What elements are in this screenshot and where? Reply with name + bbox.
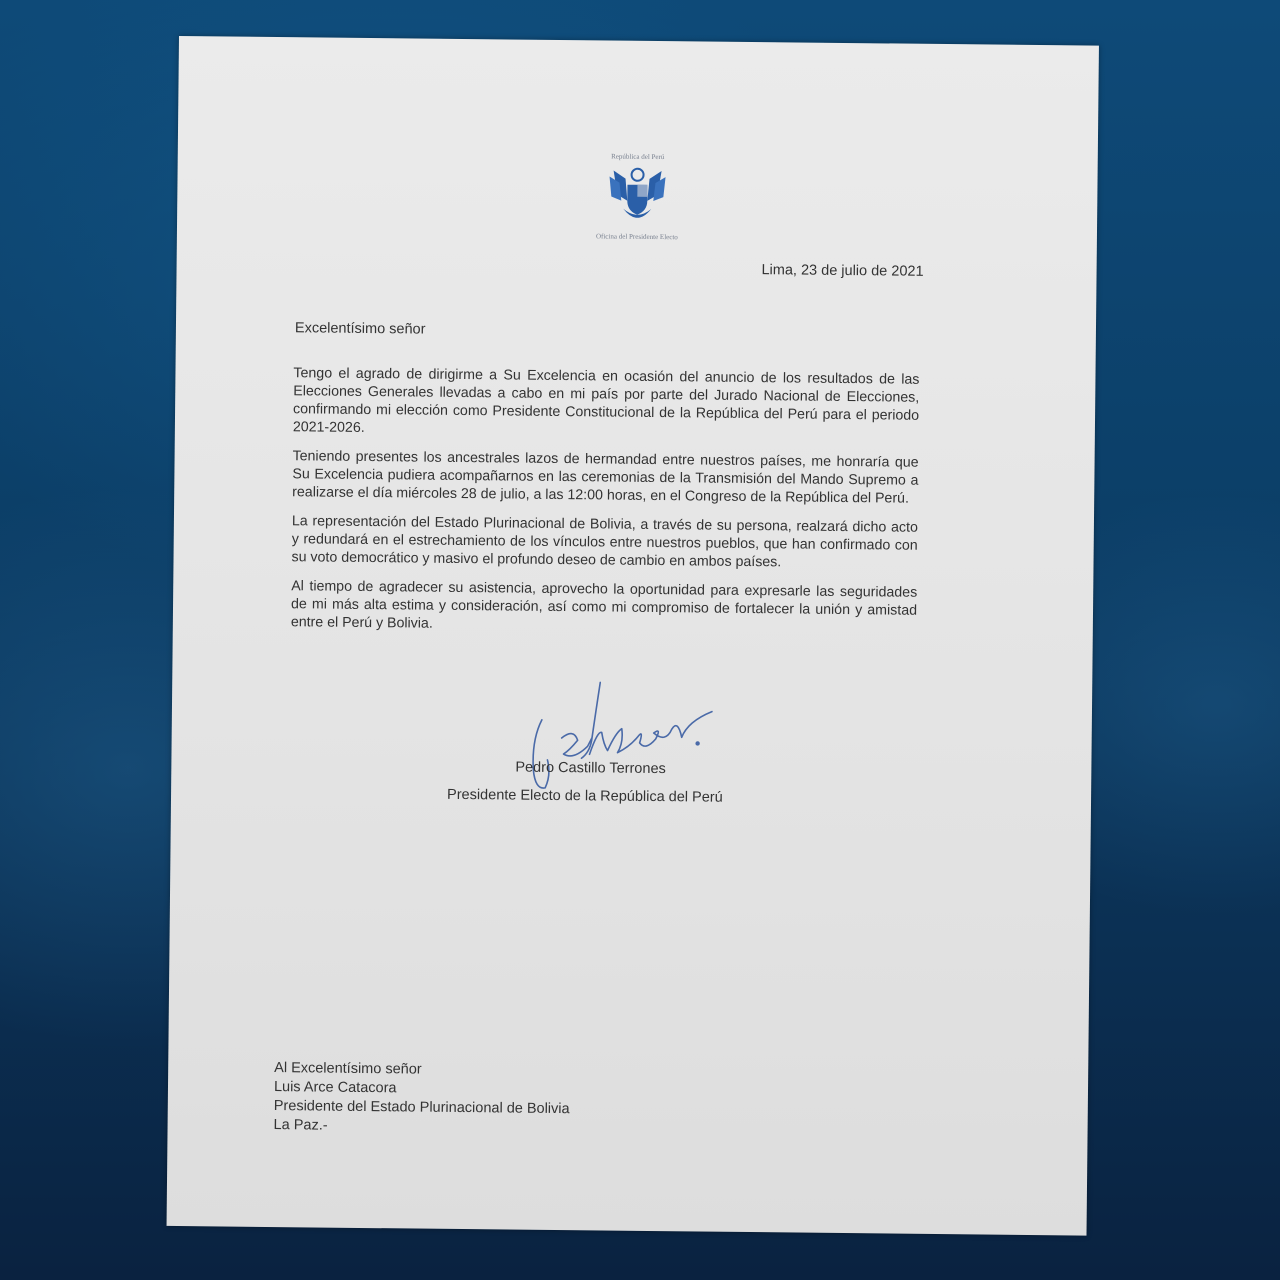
letterhead-office: Oficina del Presidente Electo [595,232,678,242]
letterhead-country: República del Perú [611,152,665,162]
letter-date: Lima, 23 de julio de 2021 [761,262,924,280]
paragraph: Al tiempo de agradecer su asistencia, aprovecho la oportunidad para expresarle las seguridades de mi más alta estima y consideración, así como mi compromiso de fortalecer la unión y amistad entre el Perú y Bolivia. [290,578,918,632]
signatory-name: Pedro Castillo Terrones [515,759,666,778]
recipient-city: La Paz.- [273,1117,328,1134]
letter-page [167,36,1099,1236]
recipient-block [273,1059,570,1138]
recipient-name: Luis Arce Catacora [273,1079,397,1097]
letterhead [577,152,698,241]
letter-body [291,364,920,649]
recipient-title: Presidente del Estado Plurinacional de Bolivia [273,1098,570,1118]
signatory-title: Presidente Electo de la República del Perú [446,786,723,806]
paragraph: La representación del Estado Plurinacional de Bolivia, a través de su persona, realzará dicho acto y redundará en el estrechamiento de los vínculos entre nuestros pueblos, que han confirmado con su voto democrático y masivo el profundo deseo de cambio en ambos países. [291,513,918,571]
peru-coat-of-arms-icon [605,164,670,229]
salutation: Excelentísimo señor [294,320,426,338]
paragraph: Tengo el agrado de dirigirme a Su Excelencia en ocasión del anuncio de los resultados de las Elecciones Generales llevadas a cabo en mi país por parte del Jurado Nacional de Elecciones, confirmando mi elección como Presidente Constitucional de la República del Perú para el periodo 2021-2026. [292,365,920,436]
recipient-salutation: Al Excelentísimo señor [274,1060,422,1078]
paragraph: Teniendo presentes los ancestrales lazos de hermandad entre nuestros países, me honraría que Su Excelencia pudiera acompañarnos en las ceremonias de la Transmisión del Mando Supremo a realizarse el día miércoles 28 de julio, a las 12:00 horas, en el Congreso de la República del Perú. [292,448,919,507]
